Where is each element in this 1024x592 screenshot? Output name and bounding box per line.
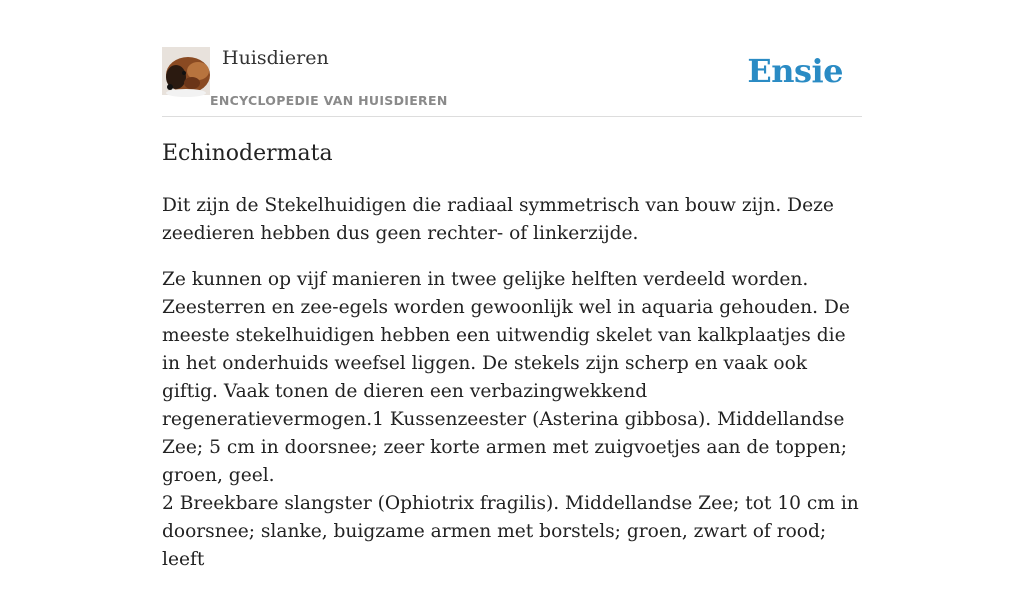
article-paragraph-2 bbox=[162, 266, 864, 574]
article-title: Echinodermata bbox=[162, 141, 333, 166]
site-subtitle: ENCYCLOPEDIE VAN HUISDIEREN bbox=[210, 93, 448, 108]
article bbox=[162, 138, 864, 592]
site-header bbox=[162, 45, 862, 117]
brand-logo-link[interactable]: Ensie bbox=[747, 52, 843, 90]
article-paragraph-2-text: Ze kunnen op vijf manieren in twee gelijke helften verdeeld worden. Zeesterren en zee-egels worden gewoonlijk wel in aquaria gehouden. De meeste stekelhuidigen hebben een uitwendig skelet van kalkplaatjes die in het onderhuids weefsel liggen. De stekels zijn scherp en vaak ook giftig. Vaak tonen de dieren een verbazingwekkend regeneratievermogen.1 Kussenzeester (Asterina gibbosa). Middellandse Zee; 5 cm in doorsnee; zeer korte armen met zuigvoetjes aan de toppen; groen, geel. bbox=[162, 269, 850, 486]
article-paragraph-3-text: 2 Breekbare slangster (Ophiotrix fragilis). Middellandse Zee; tot 10 cm in doorsnee; slanke, buigzame armen met borstels; groen, zwart of rood; leeft bbox=[162, 493, 859, 570]
article-paragraph-1: Dit zijn de Stekelhuidigen die radiaal symmetrisch van bouw zijn. Deze zeedieren hebben dus geen rechter- of linkerzijde. bbox=[162, 195, 834, 244]
dog-avatar-icon[interactable] bbox=[162, 47, 210, 95]
site-title[interactable]: Huisdieren bbox=[222, 47, 329, 69]
